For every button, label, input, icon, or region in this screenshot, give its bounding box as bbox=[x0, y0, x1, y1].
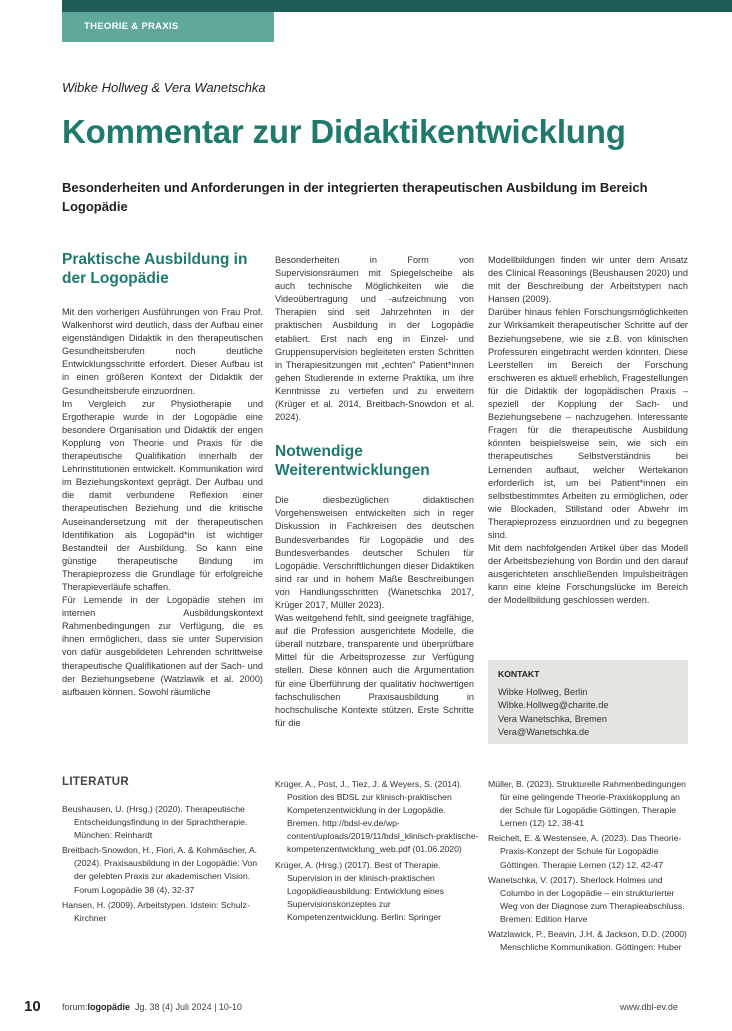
reference-item: Breitbach-Snowdon, H., Fiori, A. & Kohmäscher, A. (2024). Praxisausbildung in der Logopädie: Von der gelebten Praxis zur akademischen Vision. Forum Logopädie 38 (4), 32-37 bbox=[62, 845, 258, 895]
paragraph: Modellbildungen finden wir unter dem Ansatz des Clinical Reasonings (Beushausen 2020) und mit der Beschreibung der Arbeitstypen nach Hansen (2009). bbox=[488, 255, 688, 305]
reference-item: Wanetschka, V. (2017). Sherlock Holmes und Columbo in der Logopädie – ein strukturierter Weg von der Diagnose zum Therapieabschluss. Bremen: Edition Harve bbox=[488, 874, 685, 924]
section-heading-praktische-ausbildung: Praktische Ausbildung in der Logopädie bbox=[62, 251, 248, 287]
paragraph: Im Vergleich zur Physiotherapie und Ergotherapie wurde in der Logopädie eine besondere Organisation und Didaktik der engen Kopplung von Theorie und Praxis für die therapeutische Qualifikation innerhalb der Lehrinstitutionen entwickelt. Kommunikation wird im Beziehungskontext geprägt. Der Aufbau und die damit verbundene Reflexion einer therapeutischen Beziehung und die kritische Auseinandersetzung mit der therapeutischen Identifikation als Logopäd*in ist wichtiger Bestandteil der Ausbildung. So kann eine günstige therapeutische Bindung im Therapieprozess die Grundlage für erfolgreiche Therapieverläufe schaffen. bbox=[62, 398, 263, 592]
article-authors: Wibke Hollweg & Vera Wanetschka bbox=[62, 80, 266, 95]
references-column-1 bbox=[62, 803, 267, 927]
reference-item: Krüger, A. (Hrsg.) (2017). Best of Therapie. Supervision in der klinisch-praktischen Logopädieausbildung: Entwicklung eines Supervisionskonzeptes zur Kompetenzentwicklung. Berlin: Springer bbox=[275, 859, 444, 922]
top-color-bar bbox=[62, 0, 732, 12]
literature-heading: LITERATUR bbox=[62, 776, 130, 788]
text-column-2 bbox=[275, 254, 474, 730]
journal-info bbox=[62, 1002, 242, 1012]
contact-title: KONTAKT bbox=[498, 669, 540, 679]
paragraph: Darüber hinaus fehlen Forschungsmöglichkeiten zur Wirksamkeit therapeutischer Schritte auf der Beziehungsebene, wie sie z.B. von klinischen Professuren eingebracht werden könnten. Diese Leerstellen im Bereich der Forschung erschweren es aktuell erheblich, Fragestellungen für die Didaktik der logopädischen Praxis – speziell der Kopplung der Sach- und Beziehungsebene – nachzugehen. Interessante Fragen für die therapeutische Ausbildung könnten beispielsweise sein, wie sich ein therapeutisches Selbstverständnis bei Lernenden aufbaut, welcher Wertekanon erforderlich ist, um bei Patient*innen ein selbstbestimmtes Arbeiten zu ermöglichen, oder wie Blockaden, Stillstand oder Abwehr im Therapieprozess einzuordnen und zu begegnen sind. bbox=[488, 307, 688, 540]
paragraph: Besonderheiten in Form von Supervisionsräumen mit Spiegelscheibe als auch technische Möglichkeiten wie die Videoübertragung und -aufzeichnung von Therapien sind seit Jahrzehnten in der praktischen Ausbildung in der Logopädie etabliert. Erst nach eng in Einzel- und Gruppensupervision begleiteten ersten Schritten in Therapiesitzungen mit „echten" Patient*innen gehen Studierende in externe Praktika, um ihre Kenntnisse zu vertiefen und zu erweitern (Krüger et al. 2014, Breitbach-Snowdon et al. 2024). bbox=[275, 255, 474, 423]
reference-item: Hansen, H. (2009). Arbeitstypen. Idstein: Schulz-Kirchner bbox=[62, 899, 250, 923]
page-number: 10 bbox=[24, 998, 41, 1015]
article-title: Kommentar zur Didaktikentwicklung bbox=[62, 113, 626, 150]
contact-email[interactable]: Wibke.Hollweg@charite.de bbox=[498, 700, 609, 711]
reference-item: Watzlawick, P., Beavin, J.H. & Jackson, D.D. (2000) Menschliche Kommunikation. Göttingen: Huber bbox=[488, 929, 687, 953]
section-heading-weiterentwicklungen: Notwendige Weiterentwicklungen bbox=[275, 443, 430, 480]
contact-line: Wibke Hollweg, Berlin bbox=[498, 687, 588, 698]
journal-prefix: forum: bbox=[62, 1002, 88, 1012]
page-footer bbox=[0, 998, 732, 1018]
reference-item: Krüger, A., Post, J., Tiez, J. & Weyers, S. (2014). Position des BDSL zur klinisch-praktischen Kompetenzentwicklung in der Logopädie. Bremen. http://bdsl-ev.de/wp-content/uploads/2019/11/bdsl_klinisch-praktische-kompetenzentwicklung_web.pdf (01.06.2020) bbox=[275, 779, 479, 855]
section-label: THEORIE & PRAXIS bbox=[62, 12, 274, 42]
article-subtitle: Besonderheiten und Anforderungen in der integrierten therapeutischen Ausbildung im Bereich Logopädie bbox=[62, 180, 648, 214]
references-column-2 bbox=[275, 778, 480, 926]
website-link[interactable]: www.dbl-ev.de bbox=[620, 1002, 678, 1012]
paragraph: Mit dem nachfolgenden Artikel über das Modell der Arbeitsbeziehung von Bordin und den darauf ausgerichteten anschließenden Impulsbeiträgen kann eine kleine Forschungslücke im Bereich der Modellbildung geschlossen werden. bbox=[488, 543, 688, 606]
reference-item: Beushausen, U. (Hrsg.) (2020). Therapeutische Entscheidungsfindung in der Sprachtherapie. München: Reinhardt bbox=[62, 804, 248, 841]
contact-box bbox=[488, 660, 688, 744]
issue-info: Jg. 38 (4) Juli 2024 | 10-10 bbox=[135, 1002, 242, 1012]
contact-email[interactable]: Vera@Wanetschka.de bbox=[498, 726, 590, 737]
text-column-3 bbox=[488, 254, 688, 608]
paragraph: Die diesbezüglichen didaktischen Vorgehensweisen entwickelten sich in reger Diskussion in Fachkreisen des deutschen Bundesverbandes für Logopädie und des Bundesverbandes deutscher Schulen für Logopädie. Verschriftlichungen dieser Didaktiken sind rar und in hohem Maße Beschreibungen von Handlungsschritten (Wanetschka 2017, Krüger 2017, Müller 2023). bbox=[275, 495, 474, 610]
reference-item: Müller, B. (2023). Strukturelle Rahmenbedingungen für eine gelingende Theorie-Praxiskopplung an der Schule für Logopädie Göttingen. Therapie Lernen (12) 12, 38-41 bbox=[488, 779, 686, 829]
text-column-1 bbox=[62, 250, 263, 699]
paragraph: Was weitgehend fehlt, sind geeignete tragfähige, auf die Profession ausgerichtete Modelle, die überall nutzbare, transparente und überprüfbare Mittel für die Arbeitsprozesse zur Verfügung stellen. Diese können auch die Argumentation für eine Überführung der qualitativ hochwertigen fachschulischen Praxisausbildung in hochschulische Kontexte stützen. Erste Schritte für die bbox=[275, 613, 474, 728]
paragraph: Für Lernende in der Logopädie stehen im internen Ausbildungskontext Rahmenbedingungen zur Verfügung, die es ihnen ermöglichen, dass sie unter Supervision von dafür ausgebildeten Lehrenden schrittweise therapeutische Qualifikationen auf der Sach- und der Beziehungsebene (Watzlawik et al. 2000) aufbauen können. Sowohl räumliche bbox=[62, 595, 263, 697]
journal-name: logopädie bbox=[87, 1002, 131, 1012]
contact-line: Vera Wanetschka, Bremen bbox=[498, 713, 607, 724]
paragraph: Mit den vorherigen Ausführungen von Frau Prof. Walkenhorst wird deutlich, dass der Aufbau einer eigenständigen Didaktik in den therapeutischen Gesundheitsberufen noch deutliche Entwicklungsschritte erfordert. Dieser Aufbau ist in einen größeren Kontext der Didaktik der Gesundheitsberufe einzuordnen. bbox=[62, 307, 263, 396]
references-column-3 bbox=[488, 778, 693, 956]
reference-item: Reichelt, E. & Westensee, A. (2023). Das Theorie-Praxis-Konzept der Schule für Logopädie Göttingen. Therapie Lernen (12) 12, 42-47 bbox=[488, 833, 682, 870]
